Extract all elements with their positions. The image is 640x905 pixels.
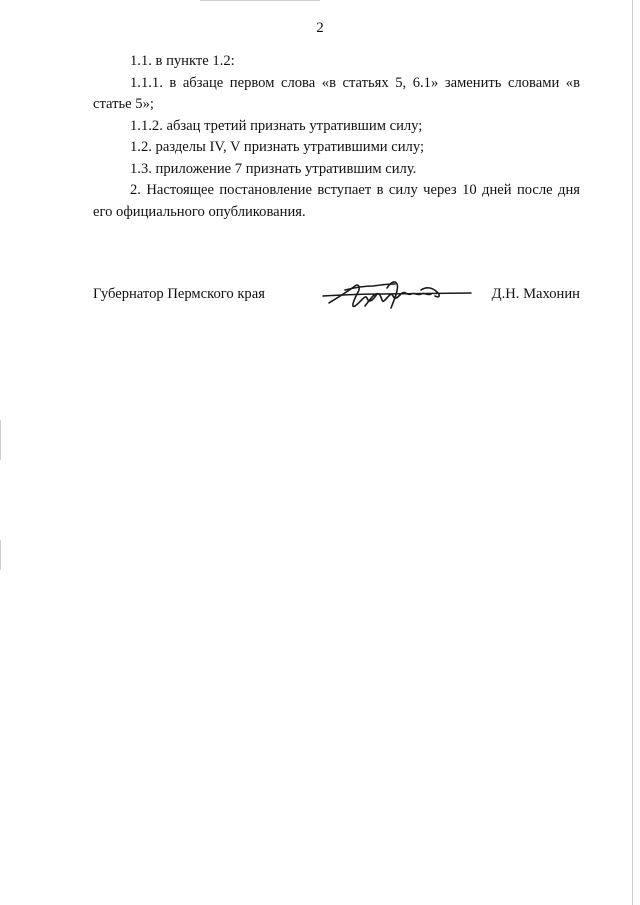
- signatory-title: Губернатор Пермского края: [93, 286, 265, 302]
- scan-left-mark: [0, 540, 1, 570]
- paragraph-2: 2. Настоящее постановление вступает в силу через 10 дней после дня его официального опубликования.: [93, 182, 580, 220]
- paragraph-1-2: 1.2. разделы IV, V признать утратившими силу;: [130, 139, 424, 155]
- signatory-name: Д.Н. Махонин: [491, 286, 580, 302]
- paragraph-1-1-1: 1.1.1. в абзаце первом слова «в статьях 5, 6.1» заменить словами «в статье 5»;: [93, 74, 580, 112]
- handwritten-signature: [321, 276, 473, 316]
- signature-block: [93, 276, 580, 316]
- paragraph-1-3: 1.3. приложение 7 признать утратившим силу.: [130, 160, 417, 177]
- scan-edge-line: [632, 0, 633, 905]
- page-number: 2: [316, 20, 324, 36]
- paragraph-1-1-2: 1.1.2. абзац третий признать утратившим силу;: [130, 117, 423, 134]
- paragraph-1-1: 1.1. в пункте 1.2:: [130, 53, 235, 69]
- scan-left-mark: [0, 420, 1, 460]
- document-body: [93, 51, 580, 223]
- scan-top-edge: [200, 0, 320, 1]
